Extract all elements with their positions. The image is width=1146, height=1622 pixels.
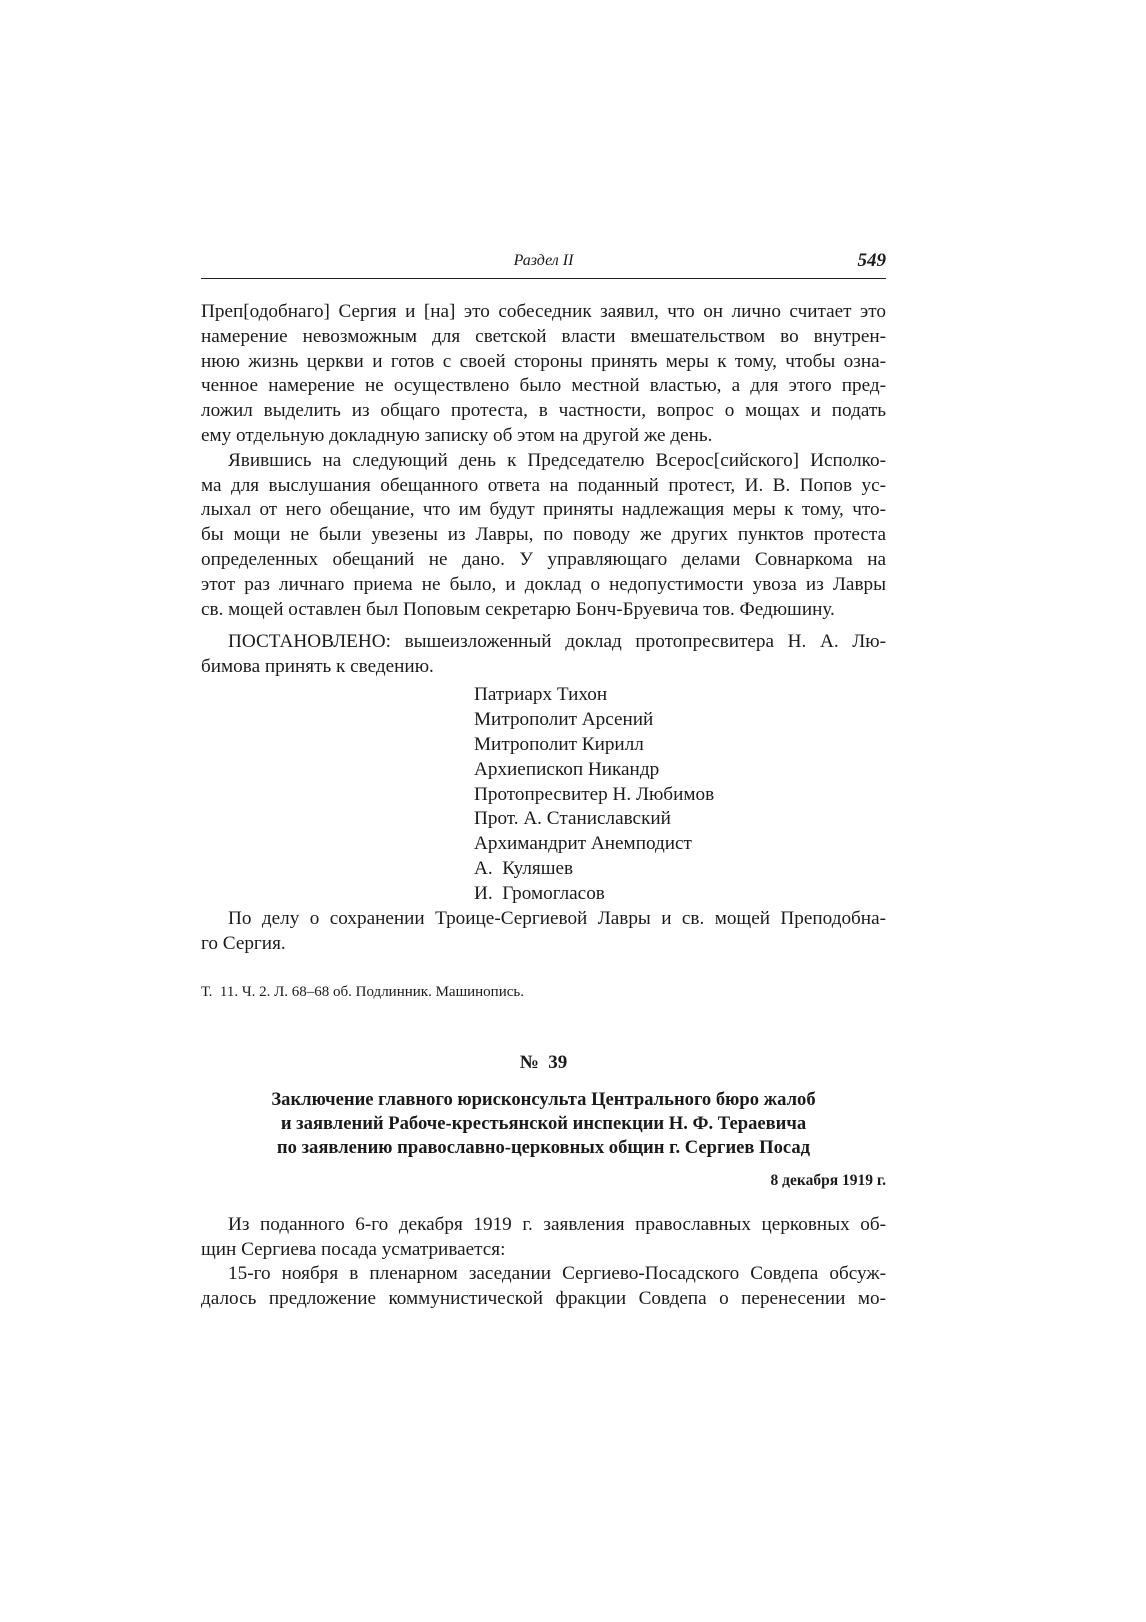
signature: Митрополит Кирилл	[474, 733, 644, 755]
signature: Протопресвитер Н. Любимов	[474, 783, 715, 805]
text-line: св. мощей оставлен был Поповым секретарю Бонч-Бруевича тов. Федюшину.	[201, 598, 835, 620]
paragraph-1	[201, 300, 886, 449]
doc-paragraph-1	[201, 1213, 886, 1263]
signature: Архиепископ Никандр	[474, 758, 660, 780]
title-line: Заключение главного юрисконсульта Центрального бюро жалоб	[271, 1088, 816, 1110]
signature: Патриарх Тихон	[474, 683, 608, 705]
case-note	[201, 907, 886, 957]
text-line: бимова принять к сведению.	[201, 656, 434, 678]
text-line: го Сергия.	[201, 932, 286, 954]
text-line: далось предложение коммунистической фракции Совдепа о перенесении мо-	[201, 1288, 886, 1310]
signature: Митрополит Арсений	[474, 708, 654, 730]
text-line: намерение невозможным для светской власти вмешательством во внутрен-	[201, 325, 886, 347]
resolution-paragraph	[201, 630, 886, 680]
text-line: Явившись на следующий день к Председателю Всерос[сийского] Исполко-	[228, 449, 886, 471]
report-continuation	[201, 300, 886, 957]
text-line: ченное намерение не осуществлено было местной властью, а для этого пред-	[201, 375, 886, 397]
text-line: этот раз личнаго приема не было, и доклад о недопустимости увоза из Лавры	[201, 573, 886, 595]
title-line: по заявлению православно-церковных общин г. Сергиев Посад	[276, 1136, 811, 1158]
archival-source-note: Т. 11. Ч. 2. Л. 68–68 об. Подлинник. Машинопись.	[201, 983, 524, 1000]
document-39-body	[201, 1213, 886, 1312]
text-line: нюю жизнь церкви и готов с своей стороны принять меры к тому, чтобы озна-	[201, 350, 886, 372]
paragraph-2	[201, 449, 886, 623]
text-line: 15-го ноября в пленарном заседании Сергиево-Посадского Совдепа обсуж-	[228, 1263, 886, 1285]
running-head	[201, 248, 886, 279]
signature: Прот. А. Станиславский	[474, 808, 671, 830]
section-title: Раздел II	[513, 252, 574, 269]
text-line: щин Сергиева посада усматривается:	[201, 1238, 506, 1260]
text-line: ему отдельную докладную записку об этом на другой же день.	[201, 424, 713, 446]
text-line: Из поданного 6-го декабря 1919 г. заявления православных церковных об-	[228, 1213, 886, 1235]
title-line: и заявлений Рабоче-крестьянской инспекции Н. Ф. Тераевича	[280, 1112, 807, 1134]
signature: Архимандрит Анемподист	[474, 833, 692, 855]
text-line: ПОСТАНОВЛЕНО: вышеизложенный доклад протопресвитера Н. А. Лю-	[228, 631, 886, 653]
text-line: лыхал от него обещание, что им будут приняты надлежащия меры к тому, что-	[201, 499, 886, 521]
text-line: ложил выделить из общаго протеста, в частности, вопрос о мощах и подать	[201, 400, 886, 422]
page-number: 549	[857, 250, 886, 271]
signature: А. Куляшев	[474, 858, 574, 880]
book-page	[201, 248, 886, 1312]
text-line: ма для выслушания обещанного ответа на поданный протест, И. В. Попов ус-	[201, 474, 886, 496]
text-line: бы мощи не были увезены из Лавры, по поводу же других пунктов протеста	[201, 524, 886, 546]
text-line: По делу о сохранении Троице-Сергиевой Лавры и св. мощей Преподобна-	[228, 908, 886, 930]
doc-paragraph-2	[201, 1262, 886, 1312]
text-line: определенных обещаний не дано. У управляющаго делами Совнаркома на	[201, 548, 886, 570]
document-title	[201, 1088, 886, 1160]
text-line: Преп[одобнаго] Сергия и [на] это собеседник заявил, что он лично считает это	[201, 301, 886, 322]
signature-list	[474, 683, 886, 907]
document-number: № 39	[519, 1051, 568, 1073]
document-date: 8 декабря 1919 г.	[770, 1171, 886, 1189]
signature: И. Громогласов	[474, 883, 605, 905]
